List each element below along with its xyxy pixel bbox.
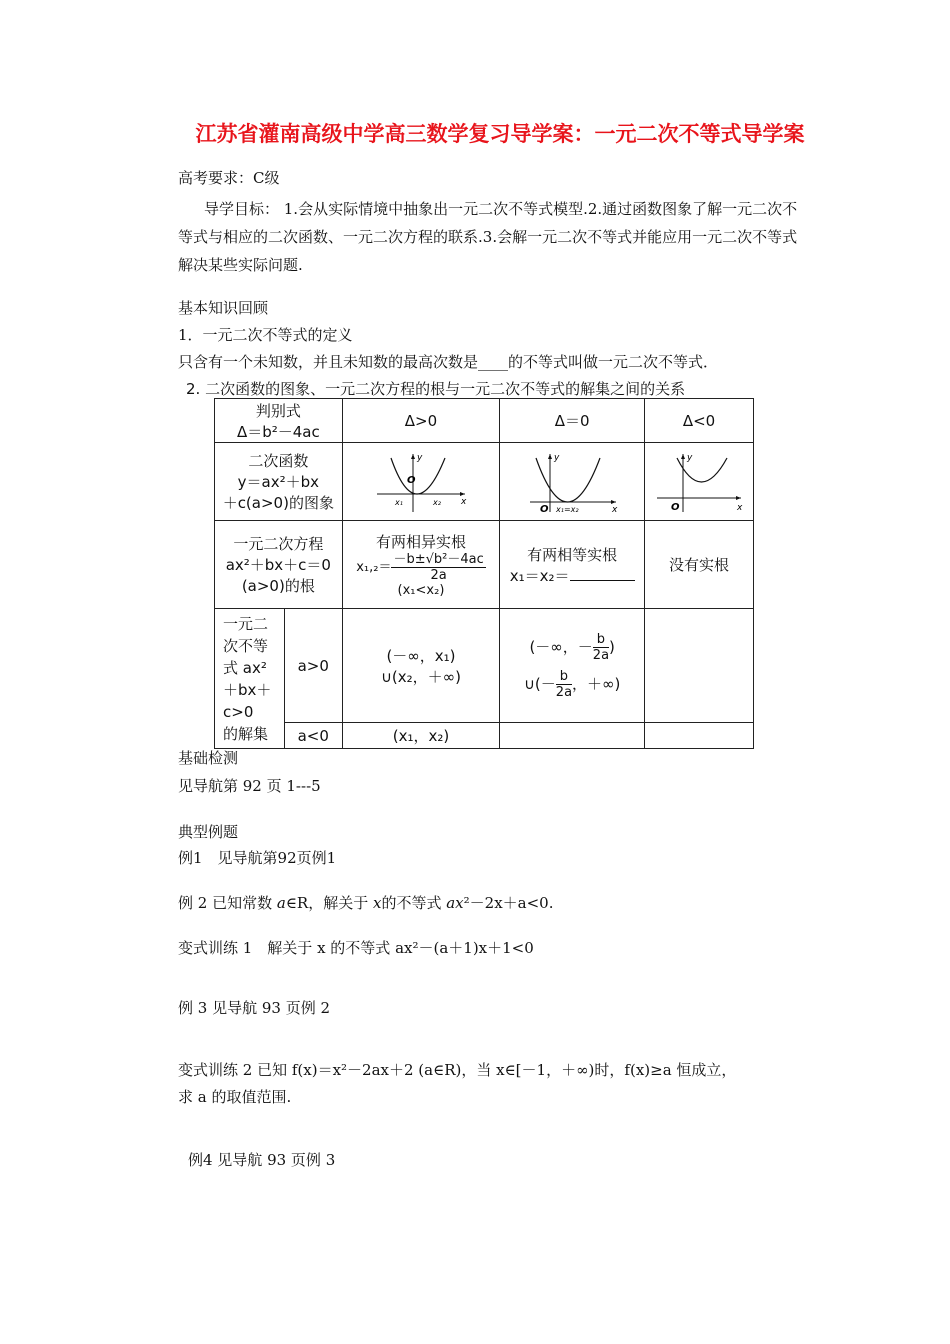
variant-1: 变式训练 1 解关于 x 的不等式 ax²－(a＋1)x＋1<0 xyxy=(178,939,534,957)
roots-equal-lhs: x₁＝x₂＝ xyxy=(509,566,570,585)
definition-heading: 1．一元二次不等式的定义 xyxy=(178,326,353,344)
roots-two-cell xyxy=(342,521,500,609)
eq-label-cell xyxy=(215,521,343,609)
roots-formula-fraction xyxy=(391,552,485,583)
y-axis-label: y xyxy=(554,452,560,463)
parabola-no-root-graph xyxy=(651,450,747,514)
roots-equal-text: 有两相等实根 xyxy=(527,545,618,564)
a-positive-cell: a>0 xyxy=(284,609,342,723)
examples-heading: 典型例题 xyxy=(178,823,239,841)
ineq-label-line: c>0 xyxy=(223,702,254,721)
variant-2-line-2: 求 a 的取值范围. xyxy=(178,1088,292,1106)
x-axis-label: x xyxy=(460,496,467,507)
ineq-label-cell xyxy=(215,609,285,749)
example-2-prefix: 例 2 已知常数 xyxy=(178,894,277,912)
origin-label: O xyxy=(540,503,549,514)
example-1: 例1 见导航第92页例1 xyxy=(178,849,337,867)
solution-zero-fraction-2 xyxy=(556,669,572,700)
example-4: 例4 见导航 93 页例 3 xyxy=(188,1151,336,1169)
root-x1-label: x₁ xyxy=(394,497,403,507)
fraction-numerator: b xyxy=(556,669,572,685)
requirement: 高考要求：C级 xyxy=(178,169,280,187)
relation-table xyxy=(214,398,754,749)
ineq-label-line: 次不等 xyxy=(223,636,269,655)
col-header-neg: Δ<0 xyxy=(645,399,754,443)
x-axis-label: x xyxy=(737,502,743,513)
review-heading: 基本知识回顾 xyxy=(178,299,269,317)
example-2-mid: ∈R，解关于 xyxy=(285,894,373,912)
disc-label-cell xyxy=(215,399,343,443)
solution-zero-close-1: ) xyxy=(609,637,615,656)
root-x2-label: x₂ xyxy=(432,497,441,507)
solution-neg-disc-pos-cell xyxy=(645,609,754,723)
ineq-label-line: 式 ax² xyxy=(223,658,267,677)
relation-heading: 2. 二次函数的图象、一元二次方程的根与一元二次不等式的解集之间的关系 xyxy=(186,380,686,398)
ineq-label-line: 一元二 xyxy=(223,614,269,633)
var-a: a xyxy=(276,894,286,912)
y-axis-label: y xyxy=(687,452,693,463)
disc-formula: Δ＝b²－4ac xyxy=(236,422,320,441)
solution-neg-neg-cell xyxy=(645,723,754,749)
ineq-label-line: ＋bx＋ xyxy=(223,680,272,699)
graph-two-roots xyxy=(342,443,500,521)
example-2-tail: ²－2x＋a<0. xyxy=(463,894,554,912)
solution-neg-zero-cell xyxy=(500,723,645,749)
graph-one-root xyxy=(500,443,645,521)
parabola-two-roots-graph xyxy=(371,450,471,514)
graph-no-root xyxy=(645,443,754,521)
solution-pos-cell xyxy=(342,609,500,723)
roots-condition: (x₁<x₂) xyxy=(397,583,445,598)
goals: 导学目标： 1.会从实际情境中抽象出一元二次不等式模型.2.通过函数图象了解一元二次不等式与相应的二次函数、一元二次方程的联系.3.会解一元二次不等式并能应用一元二次不等式解决某些实际问题. xyxy=(178,200,798,274)
eq-label-2: ax²＋bx＋c＝0 xyxy=(225,556,331,574)
definition-text: 只含有一个未知数，并且未知数的最高次数是____的不等式叫做一元二次不等式． xyxy=(178,353,719,371)
answer-blank xyxy=(570,566,635,581)
roots-equal-cell xyxy=(500,521,645,609)
solution-zero-line-1: (－∞，－ xyxy=(529,637,593,656)
example-2-mid2: 的不等式 xyxy=(381,894,447,912)
fraction-numerator: b xyxy=(593,632,609,648)
eq-label-3: (a>0)的根 xyxy=(241,577,315,595)
page-title: 江苏省灌南高级中学高三数学复习导学案：一元二次不等式导学案 xyxy=(195,122,805,146)
func-label-cell xyxy=(215,443,343,521)
origin-label: O xyxy=(406,474,416,486)
roots-formula-lhs: x₁,₂＝ xyxy=(356,560,392,575)
parabola-one-root-graph xyxy=(522,450,622,514)
y-axis-label: y xyxy=(416,452,423,463)
ineq-label-line: 的解集 xyxy=(223,724,269,743)
func-label-1: 二次函数 xyxy=(248,452,309,470)
func-label-2: y＝ax²＋bx xyxy=(237,473,319,491)
example-2 xyxy=(178,893,553,913)
variant-2: 变式训练 2 已知 f(x)＝x²－2ax＋2 (a∈R)，当 x∈[－1，＋∞)时，f(x)≥a 恒成立， xyxy=(178,1061,737,1079)
var-x: x xyxy=(372,894,382,912)
solution-zero-cell xyxy=(500,609,645,723)
fraction-denominator: 2a xyxy=(555,684,573,700)
solution-zero-close-2: ，＋∞) xyxy=(572,674,621,693)
solution-pos-line-1: (－∞，x₁) xyxy=(386,646,456,665)
solution-zero-fraction-1 xyxy=(593,632,609,663)
solution-zero-line-2: ∪(－ xyxy=(523,674,556,693)
eq-label-1: 一元二次方程 xyxy=(233,535,324,553)
fraction-denominator: 2a xyxy=(592,647,610,663)
origin-label: O xyxy=(671,501,680,513)
col-header-zero: Δ＝0 xyxy=(500,399,645,443)
example-3: 例 3 见导航 93 页例 2 xyxy=(178,999,331,1017)
disc-label: 判别式 xyxy=(255,401,301,420)
var-ax: ax xyxy=(446,894,464,912)
roots-two-text: 有两相异实根 xyxy=(375,533,466,551)
roots-none-cell: 没有实根 xyxy=(645,521,754,609)
a-negative-cell: a<0 xyxy=(284,723,342,749)
double-root-label: x₁=x₂ xyxy=(556,504,579,514)
basic-check-heading: 基础检测 xyxy=(178,749,239,767)
solution-neg-cell: (x₁，x₂) xyxy=(342,723,500,749)
func-label-3: ＋c(a>0)的图象 xyxy=(222,494,334,512)
roots-formula-numerator: －b±√b²－4ac xyxy=(393,552,484,567)
solution-pos-line-2: ∪(x₂，＋∞) xyxy=(380,667,462,686)
x-axis-label: x xyxy=(612,504,618,514)
roots-formula-denominator: 2a xyxy=(430,568,447,583)
col-header-pos: Δ>0 xyxy=(342,399,500,443)
basic-check-ref: 见导航第 92 页 1---5 xyxy=(178,777,321,795)
